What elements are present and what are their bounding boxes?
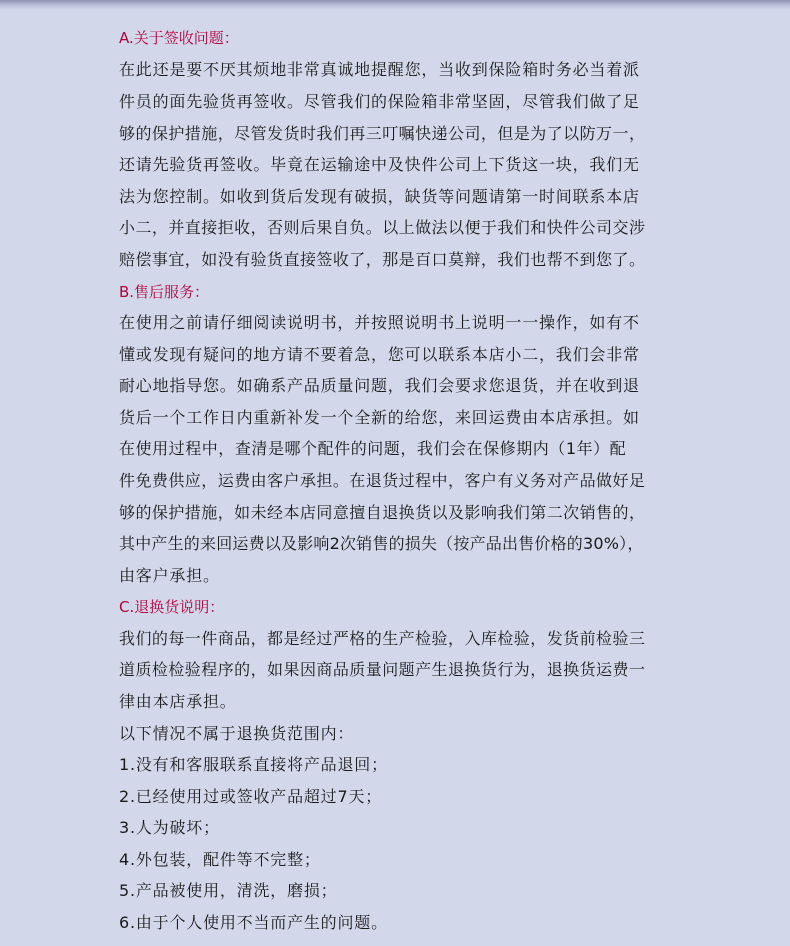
section-c-list-item: 3.人为破坏； [119, 818, 220, 837]
section-b-line: 在使用之前请仔细阅读说明书，并按照说明书上说明一一操作，如有不 [119, 313, 640, 332]
section-a-line: 小二，并直接拒收，否则后果自负。以上做法以便于我们和快件公司交涉 [119, 218, 646, 237]
section-c-heading: C.退换货说明： [119, 598, 225, 616]
section-b-line: 耐心地指导您。如确系产品质量问题，我们会要求您退货，并在收到退 [119, 376, 640, 395]
section-b-line: 件免费供应，运费由客户承担。在退货过程中，客户有义务对产品做好足 [119, 471, 646, 490]
section-a-line: 够的保护措施，尽管发货时我们再三叮嘱快递公司，但是为了以防万一， [119, 124, 646, 143]
section-a-line: 法为您控制。如收到货后发现有破损，缺货等问题请第一时间联系本店 [119, 187, 640, 206]
section-c-line: 我们的每一件商品，都是经过严格的生产检验，入库检验，发货前检验三 [119, 629, 646, 648]
section-b-line: 懂或发现有疑问的地方请不要着急，您可以联系本店小二，我们会非常 [119, 345, 640, 364]
section-c-list-item: 1.没有和客服联系直接将产品退回； [119, 755, 388, 774]
section-c-list-item: 2.已经使用过或签收产品超过7天； [119, 787, 383, 806]
section-b-line: 货后一个工作日内重新补发一个全新的给您，来回运费由本店承担。如 [119, 408, 640, 427]
section-c-line: 律由本店承担。 [119, 692, 237, 711]
section-b-line: 其中产生的来回运费以及影响2次销售的损失（按产品出售价格的30%）， [119, 534, 644, 553]
section-c-list-item: 6.由于个人使用不当而产生的问题。 [119, 913, 388, 932]
section-b-line: 够的保护措施，如未经本店同意擅自退换货以及影响我们第二次销售的， [119, 503, 646, 522]
section-c-list-item: 4.外包装，配件等不完整； [119, 850, 321, 869]
section-b-line: 在使用过程中，查清是哪个配件的问题，我们会在保修期内（1年）配 [119, 439, 627, 458]
section-b-heading: B.售后服务： [119, 283, 210, 301]
section-c-line: 以下情况不属于退换货范围内： [119, 724, 355, 743]
section-a-line: 还请先验货再签收。毕竟在运输途中及快件公司上下货这一块，我们无 [119, 155, 640, 174]
section-b-line: 由客户承担。 [119, 566, 220, 585]
section-c-line: 道质检检验程序的，如果因商品质量问题产生退换货行为，退换货运费一 [119, 660, 646, 679]
section-a-line: 件员的面先验货再签收。尽管我们的保险箱非常坚固，尽管我们做了足 [119, 92, 640, 111]
section-c-list-item: 5.产品被使用，清洗，磨损； [119, 881, 338, 900]
section-a-line: 赔偿事宜，如没有验货直接签收了，那是百口莫辩，我们也帮不到您了。 [119, 250, 646, 269]
section-a-heading: A.关于签收问题： [119, 29, 239, 47]
section-a-line: 在此还是要不厌其烦地非常真诚地提醒您，当收到保险箱时务必当着派 [119, 60, 640, 79]
